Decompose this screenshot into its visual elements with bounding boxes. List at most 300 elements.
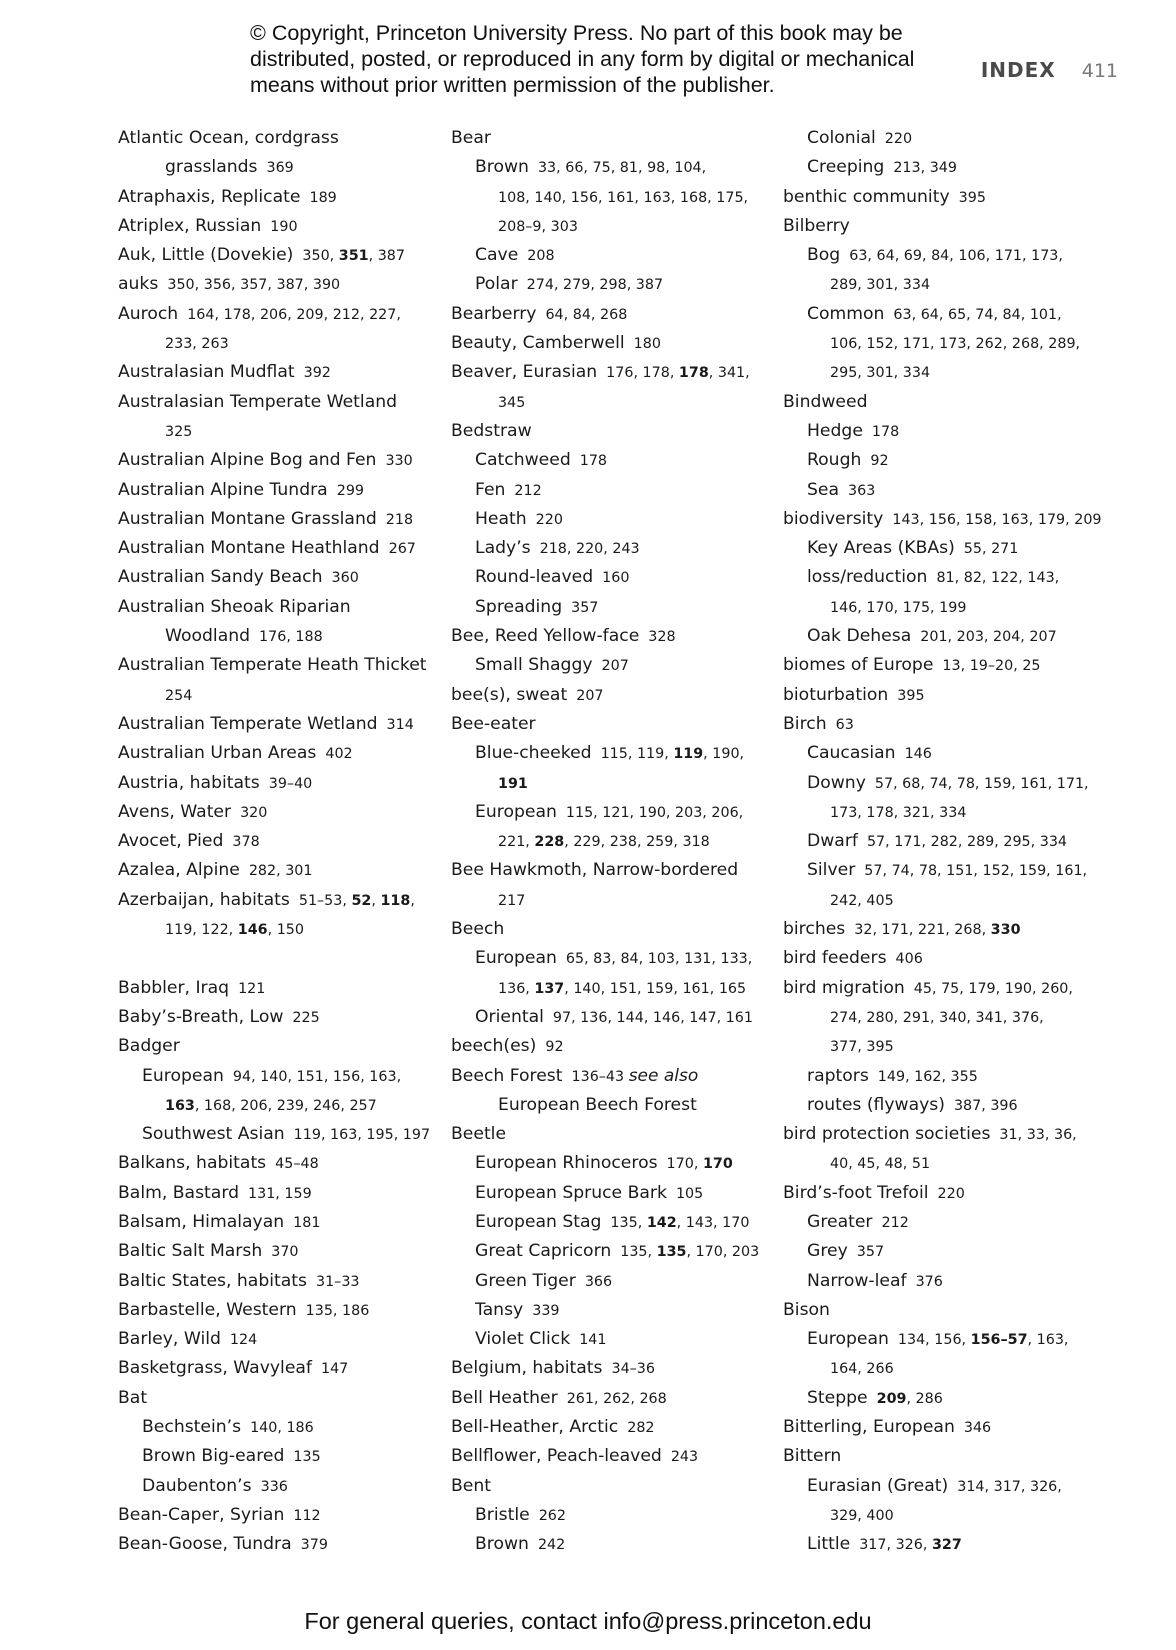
index-entry — [451, 886, 773, 915]
index-entry — [451, 1354, 773, 1383]
index-term: Little — [807, 1534, 851, 1555]
index-page-refs: 135 — [293, 1449, 321, 1466]
index-entry — [451, 1325, 773, 1354]
index-term: routes (flyways) — [807, 1094, 945, 1115]
index-entry — [783, 153, 1123, 182]
index-term: Bristle — [475, 1504, 530, 1525]
index-entry — [451, 563, 773, 592]
index-term: Beetle — [451, 1124, 507, 1145]
index-entry — [118, 1296, 440, 1325]
index-entry — [118, 1413, 440, 1442]
index-page-refs: 189 — [309, 189, 337, 206]
index-page-refs: 201, 203, 204, 207 — [920, 629, 1057, 646]
index-entry — [118, 1325, 440, 1354]
index-page-refs: 208 — [527, 248, 555, 265]
index-page-refs: 299 — [336, 482, 365, 499]
index-page-refs: 330 — [385, 453, 413, 470]
index-page-refs: 213, 349 — [893, 160, 957, 177]
index-term: Round-leaved — [475, 567, 594, 588]
index-page-refs: 34–36 — [611, 1361, 656, 1378]
index-term: Azalea, Alpine — [118, 860, 240, 881]
index-page-refs: 357 — [856, 1244, 885, 1261]
index-entry — [783, 1384, 1123, 1413]
index-page-refs: 262 — [538, 1507, 566, 1524]
index-entry — [118, 1208, 440, 1237]
index-page-refs: 170, 170 — [666, 1156, 733, 1173]
index-term: bee(s), sweat — [451, 684, 568, 705]
copyright-line: means without prior written permission of the publisher. — [250, 73, 775, 97]
index-term: loss/reduction — [807, 567, 928, 588]
index-entry — [783, 1501, 1123, 1530]
index-entry — [783, 739, 1123, 768]
index-entry — [451, 1149, 773, 1178]
footer-contact: For general queries, contact info@press.princeton.edu — [304, 1608, 872, 1634]
index-entry — [451, 388, 773, 417]
index-entry — [118, 739, 440, 768]
index-page-refs: 363 — [848, 482, 876, 499]
index-page-refs: 350, 356, 357, 387, 390 — [167, 277, 341, 294]
index-page-refs: 108, 140, 156, 161, 163, 168, 175, — [498, 189, 749, 206]
index-page-refs: 131, 159 — [248, 1185, 312, 1202]
index-term: bird migration — [783, 977, 905, 998]
index-entry — [783, 1003, 1123, 1032]
index-term: Bittern — [783, 1446, 842, 1467]
index-term: Beech — [451, 919, 505, 940]
index-term: Bean-Caper, Syrian — [118, 1504, 285, 1525]
index-entry — [451, 329, 773, 358]
index-page-refs: 39–40 — [268, 775, 313, 792]
index-page-refs: 64, 84, 268 — [545, 306, 628, 323]
index-page-refs: 360 — [331, 570, 359, 587]
index-page-refs: 406 — [895, 951, 923, 968]
index-page-refs: 378 — [232, 834, 260, 851]
index-entry — [783, 710, 1123, 739]
index-term: Barley, Wild — [118, 1329, 221, 1350]
copyright-line: distributed, posted, or reproduced in any form by digital or mechanical — [250, 47, 915, 71]
index-term: biomes of Europe — [783, 655, 934, 676]
index-entry — [451, 1530, 773, 1559]
index-page-refs: 40, 45, 48, 51 — [830, 1156, 931, 1173]
index-entry — [118, 329, 440, 358]
index-term: birches — [783, 919, 846, 940]
index-entry — [783, 622, 1123, 651]
index-page-refs: 314 — [386, 716, 414, 733]
index-term: Bell-Heather, Arctic — [451, 1417, 619, 1438]
index-term: bird protection societies — [783, 1124, 991, 1145]
index-term: Belgium, habitats — [451, 1358, 603, 1379]
index-page-refs: 160 — [602, 570, 630, 587]
index-entry — [118, 1530, 440, 1559]
index-page-refs: 395 — [958, 189, 986, 206]
index-term: Australian Sandy Beach — [118, 567, 323, 588]
index-entry — [783, 1208, 1123, 1237]
index-entry — [451, 1384, 773, 1413]
index-term: Bison — [783, 1299, 830, 1320]
index-page-refs: 97, 136, 144, 146, 147, 161 — [552, 1009, 753, 1026]
index-term: Australian Sheoak Riparian — [118, 596, 351, 617]
index-term: Oriental — [475, 1006, 544, 1027]
index-entry — [118, 856, 440, 885]
index-page-refs: 369 — [266, 160, 294, 177]
index-page-refs: 106, 152, 171, 173, 262, 268, 289, — [830, 336, 1081, 353]
index-page-refs: 209, 286 — [876, 1390, 943, 1407]
index-entry — [783, 827, 1123, 856]
index-entry — [783, 1062, 1123, 1091]
index-page-refs: 376 — [915, 1273, 943, 1290]
index-term: Silver — [807, 860, 856, 881]
index-term: Brown — [475, 1534, 529, 1555]
index-term: Avocet, Pied — [118, 831, 224, 852]
index-page-refs: 143, 156, 158, 163, 179, 209 — [892, 511, 1102, 528]
index-page-refs: 119, 163, 195, 197 — [293, 1127, 431, 1144]
index-entry — [451, 1267, 773, 1296]
index-page-refs: 225 — [292, 1009, 320, 1026]
index-entry — [783, 944, 1123, 973]
index-entry — [451, 974, 773, 1003]
index-term: grasslands — [165, 157, 258, 178]
index-entry — [118, 798, 440, 827]
index-entry — [451, 1062, 773, 1091]
index-entry — [118, 563, 440, 592]
index-column-3 — [783, 124, 1123, 1560]
index-entry — [118, 1062, 440, 1091]
index-entry — [118, 1237, 440, 1266]
index-entry — [451, 710, 773, 739]
index-entry — [451, 856, 773, 885]
index-term: European Stag — [475, 1211, 602, 1232]
index-entry — [783, 681, 1123, 710]
index-entry — [451, 153, 773, 182]
index-page-refs: 124 — [229, 1332, 258, 1349]
index-term: Azerbaijan, habitats — [118, 889, 290, 910]
section-label: INDEX — [980, 58, 1056, 82]
copyright-line: © Copyright, Princeton University Press. No part of this book may be — [250, 21, 903, 45]
index-page-refs: 55, 271 — [963, 541, 1019, 558]
index-page-refs: 81, 82, 122, 143, — [936, 570, 1060, 587]
index-term: Brown Big-eared — [142, 1446, 285, 1467]
index-term: Balkans, habitats — [118, 1153, 267, 1174]
index-page-refs: 254 — [165, 687, 193, 704]
index-gap — [118, 944, 440, 973]
index-entry — [451, 798, 773, 827]
index-term: Australian Urban Areas — [118, 743, 317, 764]
index-page-refs: 336 — [260, 1478, 288, 1495]
index-page-refs: 65, 83, 84, 103, 131, 133, — [565, 951, 753, 968]
index-page-refs: 146 — [904, 746, 932, 763]
index-term: Bitterling, European — [783, 1417, 955, 1438]
index-term: Green Tiger — [475, 1270, 576, 1291]
index-page-refs: 112 — [293, 1507, 321, 1524]
index-entry — [118, 1003, 440, 1032]
index-entry — [118, 1267, 440, 1296]
index-term: Daubenton’s — [142, 1475, 252, 1496]
index-page-refs: 274, 280, 291, 340, 341, 376, — [830, 1009, 1044, 1026]
index-entry — [451, 1237, 773, 1266]
index-entry — [118, 358, 440, 387]
index-entry — [451, 1091, 773, 1120]
index-term: Australian Alpine Tundra — [118, 479, 328, 500]
index-page-refs: 33, 66, 75, 81, 98, 104, — [537, 160, 707, 177]
index-page-refs: 57, 171, 282, 289, 295, 334 — [866, 834, 1068, 851]
index-entry — [783, 1442, 1123, 1471]
index-entry — [783, 886, 1123, 915]
index-term: Downy — [807, 772, 866, 793]
index-term: Badger — [118, 1036, 180, 1057]
index-page-refs: 63, 64, 65, 74, 84, 101, — [893, 306, 1062, 323]
index-term: Basketgrass, Wavyleaf — [118, 1358, 312, 1379]
index-entry — [118, 417, 440, 446]
index-page-refs: 282, 301 — [248, 863, 313, 880]
index-page-refs: 207 — [601, 658, 629, 675]
index-term: Baltic Salt Marsh — [118, 1241, 263, 1262]
index-entry — [451, 534, 773, 563]
index-entry — [118, 710, 440, 739]
index-entry — [451, 1413, 773, 1442]
index-entry — [451, 505, 773, 534]
index-term: biodiversity — [783, 508, 884, 529]
index-page-refs: 134, 156, 156–57, 163, — [897, 1332, 1069, 1349]
index-page-refs: 366 — [584, 1273, 613, 1290]
index-term: benthic community — [783, 186, 950, 207]
index-term: Babbler, Iraq — [118, 977, 230, 998]
index-page-refs: 135, 135, 170, 203 — [620, 1244, 760, 1261]
index-entry — [783, 505, 1123, 534]
index-page-refs: 387, 396 — [953, 1097, 1018, 1114]
index-page-refs: 141 — [579, 1332, 607, 1349]
index-entry — [783, 124, 1123, 153]
index-entry — [783, 534, 1123, 563]
index-term: Baby’s-Breath, Low — [118, 1006, 284, 1027]
index-page-refs: 135, 186 — [305, 1302, 370, 1319]
index-term: Eurasian (Great) — [807, 1475, 949, 1496]
index-term: Bog — [807, 245, 841, 266]
index-term: Greater — [807, 1211, 873, 1232]
page-number: 411 — [1081, 60, 1118, 82]
index-column-2 — [451, 124, 773, 1560]
index-term: Australian Alpine Bog and Fen — [118, 450, 377, 471]
index-entry — [451, 270, 773, 299]
index-entry — [451, 681, 773, 710]
index-term: Beaver, Eurasian — [451, 362, 598, 383]
index-term: Great Capricorn — [475, 1241, 612, 1262]
index-term: Bear — [451, 128, 491, 148]
index-page-refs: 119, 122, 146, 150 — [165, 922, 304, 939]
index-page-refs: 181 — [293, 1214, 321, 1231]
index-entry — [783, 1296, 1123, 1325]
index-term: Baltic States, habitats — [118, 1270, 307, 1291]
index-entry — [783, 446, 1123, 475]
index-term: Atlantic Ocean, cordgrass — [118, 128, 339, 148]
index-entry — [118, 153, 440, 182]
index-page-refs: 370 — [271, 1244, 299, 1261]
index-term: Bilberry — [783, 215, 850, 236]
index-term: Spreading — [475, 596, 563, 617]
index-term: Bellflower, Peach-leaved — [451, 1446, 662, 1467]
index-entry — [451, 183, 773, 212]
index-term: bioturbation — [783, 684, 889, 705]
index-term: Polar — [475, 274, 518, 295]
index-page-refs: 173, 178, 321, 334 — [830, 804, 967, 821]
index-term: Bee Hawkmoth, Narrow-bordered — [451, 860, 739, 881]
index-term: Tansy — [475, 1299, 524, 1320]
index-page-refs: 217 — [498, 892, 526, 909]
index-term: Australian Temperate Wetland — [118, 713, 378, 734]
index-entry — [118, 651, 440, 680]
index-entry — [451, 212, 773, 241]
index-page-refs: 402 — [325, 746, 353, 763]
index-entry — [783, 476, 1123, 505]
index-term: Cave — [475, 245, 519, 266]
index-entry — [451, 1208, 773, 1237]
index-page-refs: 115, 119, 119, 190, — [600, 746, 745, 763]
index-page-refs: 57, 68, 74, 78, 159, 161, 171, — [874, 775, 1089, 792]
index-term: Australian Montane Grassland — [118, 508, 377, 529]
index-term: Auroch — [118, 303, 179, 324]
index-entry — [118, 681, 440, 710]
index-page-refs: 261, 262, 268 — [566, 1390, 667, 1407]
index-entry — [118, 1384, 440, 1413]
index-entry — [118, 886, 440, 915]
index-page-refs: 357 — [571, 599, 599, 616]
index-page-refs: 207 — [576, 687, 604, 704]
index-term: Blue-cheeked — [475, 743, 592, 764]
index-term: beech(es) — [451, 1036, 537, 1057]
index-term: Caucasian — [807, 743, 896, 764]
index-entry — [451, 1120, 773, 1149]
index-entry — [118, 300, 440, 329]
index-page-refs: 63, 64, 69, 84, 106, 171, 173, — [849, 248, 1063, 265]
index-entry — [451, 1442, 773, 1471]
index-term: Brown — [475, 157, 529, 178]
index-entry — [783, 358, 1123, 387]
index-page-refs: 105 — [675, 1185, 704, 1202]
index-page-refs: 146, 170, 175, 199 — [830, 599, 967, 616]
index-page-refs: 176, 178, 178, 341, — [606, 365, 750, 382]
index-entry — [118, 1179, 440, 1208]
index-entry — [783, 1120, 1123, 1149]
index-entry — [118, 915, 440, 944]
index-page-refs: 289, 301, 334 — [830, 277, 931, 294]
index-entry — [118, 827, 440, 856]
index-term: Bird’s-foot Trefoil — [783, 1182, 929, 1203]
index-page-refs: 57, 74, 78, 151, 152, 159, 161, — [864, 863, 1088, 880]
index-page-refs: 221, 228, 229, 238, 259, 318 — [498, 834, 710, 851]
index-term: Steppe — [807, 1387, 868, 1408]
index-term: European — [475, 801, 557, 822]
index-entry — [783, 417, 1123, 446]
index-entry — [783, 798, 1123, 827]
index-page-refs: 63 — [835, 716, 854, 733]
index-entry — [783, 1032, 1123, 1061]
index-entry — [451, 739, 773, 768]
index-entry — [118, 212, 440, 241]
index-entry — [118, 124, 440, 153]
index-entry — [451, 1472, 773, 1501]
index-entry — [118, 1149, 440, 1178]
index-entry — [118, 1354, 440, 1383]
index-entry — [451, 124, 773, 153]
index-term: Bent — [451, 1475, 491, 1496]
index-page-refs: 218, 220, 243 — [539, 541, 640, 558]
index-term: bird feeders — [783, 948, 887, 969]
index-page-refs: 135, 142, 143, 170 — [610, 1214, 750, 1231]
index-term: Small Shaggy — [475, 655, 593, 676]
index-entry — [783, 974, 1123, 1003]
index-page-refs: 325 — [165, 423, 193, 440]
index-term: European Beech Forest — [498, 1094, 697, 1115]
index-page-refs: 379 — [300, 1537, 328, 1554]
index-page-refs: 328 — [648, 629, 676, 646]
index-term: Barbastelle, Western — [118, 1299, 297, 1320]
index-entry — [783, 1267, 1123, 1296]
index-page-refs: 149, 162, 355 — [877, 1068, 978, 1085]
index-page-refs: 392 — [303, 365, 331, 382]
index-term: European — [475, 948, 557, 969]
index-page-refs: 164, 178, 206, 209, 212, 227, — [187, 306, 401, 323]
index-entry — [451, 417, 773, 446]
index-entry — [783, 1325, 1123, 1354]
index-term: Woodland — [165, 626, 251, 647]
index-entry — [783, 270, 1123, 299]
index-page-refs: 243 — [670, 1449, 699, 1466]
index-entry — [451, 446, 773, 475]
index-page-refs: 178 — [579, 453, 608, 470]
index-entry — [118, 476, 440, 505]
index-entry — [118, 505, 440, 534]
index-term: Lady’s — [475, 538, 531, 559]
index-term: Balsam, Himalayan — [118, 1211, 285, 1232]
index-page-refs: 317, 326, 327 — [859, 1537, 962, 1554]
index-page-refs: 220 — [937, 1185, 965, 1202]
index-term: Australian Temperate Heath Thicket — [118, 655, 427, 676]
index-page-refs: 180 — [633, 336, 661, 353]
index-entry — [118, 1120, 440, 1149]
index-entry — [783, 300, 1123, 329]
index-page-refs: 92 — [545, 1039, 564, 1056]
index-term: Southwest Asian — [142, 1124, 285, 1145]
index-term: Narrow-leaf — [807, 1270, 907, 1291]
index-entry — [783, 1149, 1123, 1178]
index-term: Bindweed — [783, 391, 868, 412]
index-page-refs: 350, 351, 387 — [302, 248, 406, 265]
index-page-refs: 346 — [963, 1420, 992, 1437]
index-entry — [118, 446, 440, 475]
index-term: Beauty, Camberwell — [451, 333, 625, 354]
index-term: Bean-Goose, Tundra — [118, 1534, 292, 1555]
index-term: Fen — [475, 479, 506, 500]
index-entry — [118, 974, 440, 1003]
index-term: Bechstein’s — [142, 1417, 242, 1438]
index-page-refs: 191 — [498, 775, 528, 792]
index-page-refs: 94, 140, 151, 156, 163, — [232, 1068, 402, 1085]
index-term: Bell Heather — [451, 1387, 558, 1408]
index-entry — [451, 476, 773, 505]
index-term: Bee-eater — [451, 713, 536, 734]
index-entry — [451, 944, 773, 973]
index-term: Violet Click — [475, 1329, 571, 1350]
index-page-refs: 136, 137, 140, 151, 159, 161, 165 — [498, 980, 747, 997]
index-entry — [118, 1442, 440, 1471]
index-entry — [783, 1413, 1123, 1442]
index-entry — [783, 563, 1123, 592]
index-page-refs: 233, 263 — [165, 336, 229, 353]
index-page-refs: 212 — [514, 482, 542, 499]
index-page-refs: 345 — [498, 394, 526, 411]
index-entry — [118, 1032, 440, 1061]
index-term: Oak Dehesa — [807, 626, 912, 647]
index-entry — [451, 1003, 773, 1032]
index-entry — [118, 241, 440, 270]
